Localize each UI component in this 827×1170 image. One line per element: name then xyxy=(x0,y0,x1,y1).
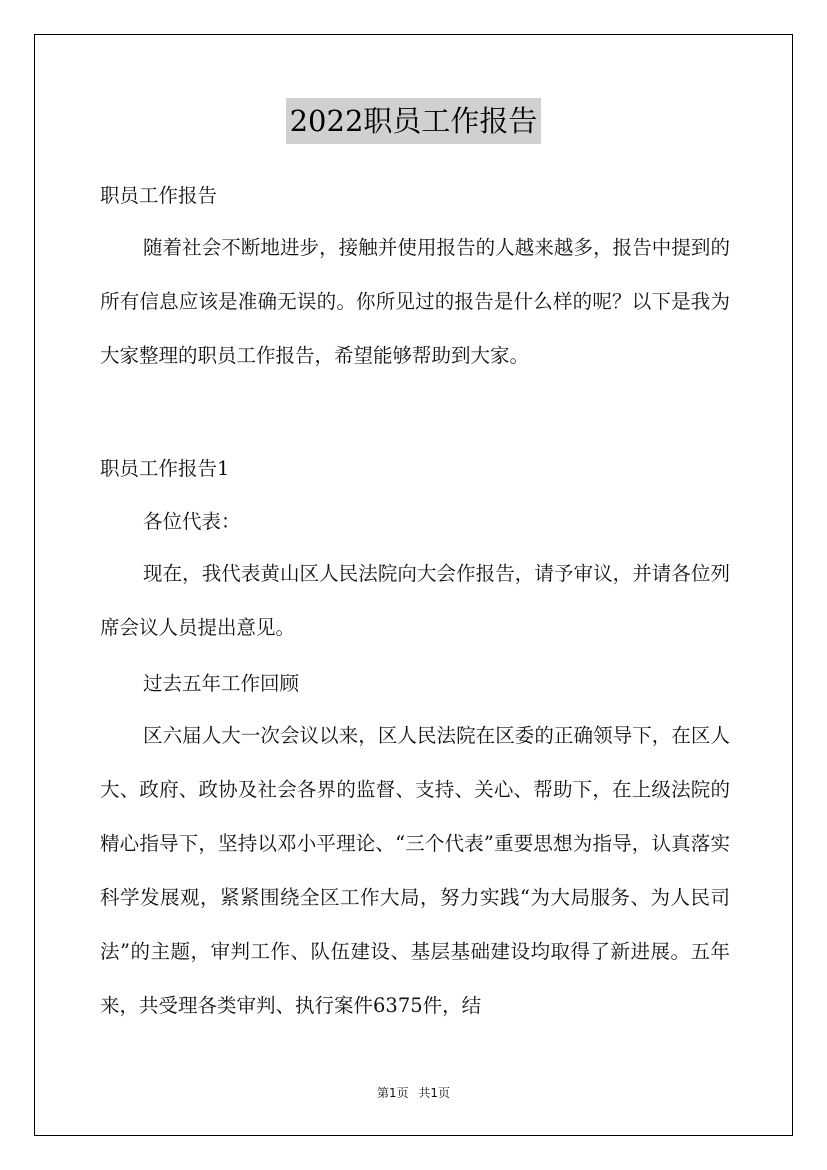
page-number: 第1页 xyxy=(376,1086,409,1100)
document-title: 2022职员工作报告 xyxy=(286,98,542,144)
section-heading: 职员工作报告1 xyxy=(100,457,230,480)
report-paragraph: 现在，我代表黄山区人民法院向大会作报告，请予审议，并请各位列席会议人员提出意见。 xyxy=(100,562,730,639)
page-footer xyxy=(0,1084,827,1101)
review-heading: 过去五年工作回顾 xyxy=(143,672,300,695)
title-container xyxy=(0,98,827,144)
page-total: 共1页 xyxy=(418,1086,451,1100)
document-subtitle: 职员工作报告 xyxy=(100,184,218,207)
salutation: 各位代表： xyxy=(143,510,241,533)
intro-paragraph: 随着社会不断地进步，接触并使用报告的人越来越多，报告中提到的所有信息应该是准确无误的。你所见过的报告是什么样的呢？以下是我为大家整理的职员工作报告，希望能够帮助到大家。 xyxy=(100,236,730,367)
review-paragraph: 区六届人大一次会议以来，区人民法院在区委的正确领导下，在区人大、政府、政协及社会各界的监督、支持、关心、帮助下，在上级法院的精心指导下，坚持以邓小平理论、“三个代表”重要思想为指导，认真落实科学发展观，紧紧围绕全区工作大局，努力实践“为大局服务、为人民司法”的主题，审判工作、队伍建设、基层基础建设均取得了新进展。五年来，共受理各类审判、执行案件6375件，结 xyxy=(100,724,730,1017)
